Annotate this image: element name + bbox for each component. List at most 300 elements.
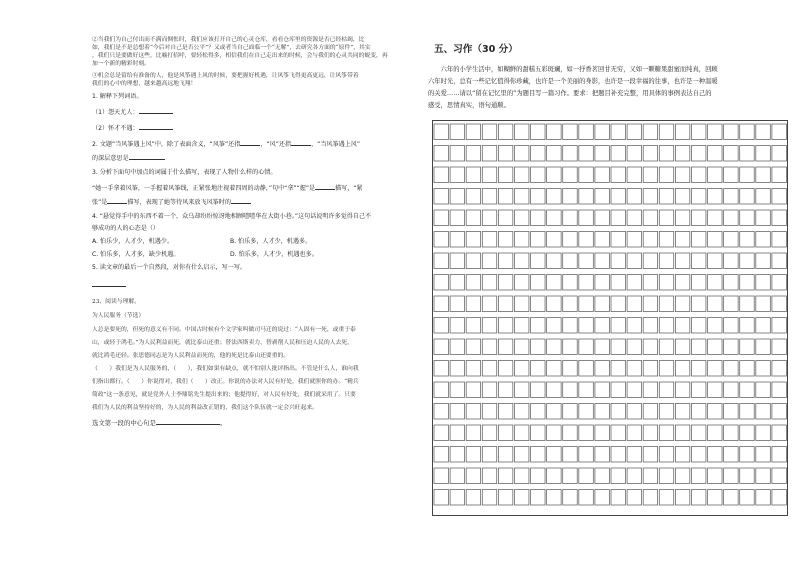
grid-cell <box>708 447 722 463</box>
grid-cell <box>643 425 657 441</box>
grid-cell <box>434 468 448 484</box>
grid-cell <box>691 382 705 398</box>
grid-cell <box>434 382 448 398</box>
grid-cell <box>466 275 480 291</box>
grid-cell <box>514 404 528 420</box>
grid-cell <box>450 361 464 377</box>
grid-cell <box>659 447 673 463</box>
writing-grid[interactable] <box>432 120 788 516</box>
grid-cell <box>531 318 545 334</box>
grid-cell <box>531 275 545 291</box>
grid-cell <box>595 382 609 398</box>
grid-cell <box>482 318 496 334</box>
grid-cell <box>498 361 512 377</box>
grid-cell <box>643 296 657 312</box>
grid-cell <box>659 189 673 205</box>
grid-cell <box>675 382 689 398</box>
grid-cell <box>659 253 673 269</box>
grid-cell <box>563 318 577 334</box>
grid-cell <box>691 404 705 420</box>
grid-cell <box>740 232 754 248</box>
grid-cell <box>691 425 705 441</box>
grid-cell <box>691 167 705 183</box>
grid-cell <box>547 189 561 205</box>
grid-cell <box>772 232 786 248</box>
grid-cell <box>708 404 722 420</box>
grid-cell <box>756 232 770 248</box>
grid-cell <box>756 275 770 291</box>
grid-cell <box>595 124 609 140</box>
grid-cell <box>772 382 786 398</box>
grid-cell <box>708 167 722 183</box>
grid-cell <box>708 210 722 226</box>
answer-blank <box>139 107 173 114</box>
grid-cell <box>434 425 448 441</box>
grid-cell <box>434 146 448 162</box>
grid-cell <box>595 296 609 312</box>
grid-cell <box>434 167 448 183</box>
grid-cell <box>691 296 705 312</box>
grid-cell <box>466 382 480 398</box>
grid-cell <box>482 167 496 183</box>
grid-cell <box>498 296 512 312</box>
grid-cell <box>611 275 625 291</box>
grid-cell <box>772 404 786 420</box>
grid-cell <box>466 339 480 355</box>
grid-cell <box>708 124 722 140</box>
grid-cell <box>772 189 786 205</box>
grid-cell <box>772 490 786 506</box>
grid-cell <box>498 167 512 183</box>
grid-cell <box>627 253 641 269</box>
grid-cell <box>627 425 641 441</box>
grid-cell <box>627 210 641 226</box>
grid-cell <box>498 339 512 355</box>
grid-cell <box>482 189 496 205</box>
grid-cell <box>643 232 657 248</box>
grid-cell <box>740 425 754 441</box>
grid-cell <box>498 146 512 162</box>
grid-cell <box>724 275 738 291</box>
grid-cell <box>482 232 496 248</box>
grid-cell <box>659 146 673 162</box>
grid-cell <box>547 124 561 140</box>
grid-cell <box>482 296 496 312</box>
grid-cell <box>691 232 705 248</box>
grid-cell <box>595 361 609 377</box>
grid-cell <box>659 468 673 484</box>
passage-line: （ ）我们是为人民服务的，（ ），我们如果有缺点，就不怕别人批评指出。不管是什么人，谁向我 <box>92 366 359 372</box>
grid-cell <box>482 425 496 441</box>
grid-cell <box>659 318 673 334</box>
grid-cell <box>740 490 754 506</box>
grid-cell <box>466 124 480 140</box>
grid-cell <box>643 146 657 162</box>
grid-cell <box>498 490 512 506</box>
grid-cell <box>563 468 577 484</box>
grid-cell <box>514 146 528 162</box>
grid-cell <box>547 490 561 506</box>
para-line: 如，我们是不是总想着“今后对自己是否公平”？又或者当自己面临一个“无解”，去研究各方面的“原件”，其实 <box>92 45 371 51</box>
grid-cell <box>708 189 722 205</box>
grid-cell <box>595 447 609 463</box>
grid-cell <box>627 468 641 484</box>
grid-cell <box>627 189 641 205</box>
grid-cell <box>498 425 512 441</box>
grid-cell <box>643 468 657 484</box>
passage-title: 为人民服务（节选） <box>92 313 145 319</box>
grid-cell <box>643 318 657 334</box>
grid-cell <box>675 468 689 484</box>
grid-cell <box>482 361 496 377</box>
grid-cell <box>756 382 770 398</box>
answer-blank <box>315 183 335 190</box>
grid-cell <box>627 296 641 312</box>
grid-cell <box>772 361 786 377</box>
grid-cell <box>740 167 754 183</box>
grid-cell <box>547 210 561 226</box>
grid-cell <box>643 189 657 205</box>
grid-cell <box>531 468 545 484</box>
grid-cell <box>691 361 705 377</box>
grid-cell <box>547 146 561 162</box>
grid-cell <box>772 167 786 183</box>
grid-cell <box>595 318 609 334</box>
grid-cell <box>659 232 673 248</box>
grid-cell <box>691 275 705 291</box>
grid-cell <box>579 296 593 312</box>
grid-cell <box>434 447 448 463</box>
grid-cell <box>531 167 545 183</box>
grid-cell <box>756 146 770 162</box>
para-line: ③机会总是留给有准备的人，他是风筝遇上风的时候，要把握好机遇，让风筝飞得更高更远，让风筝带着 <box>92 73 359 79</box>
grid-cell <box>450 167 464 183</box>
grid-cell <box>450 468 464 484</box>
grid-cell <box>740 124 754 140</box>
grid-cell <box>691 124 705 140</box>
grid-cell <box>563 404 577 420</box>
grid-cell <box>482 124 496 140</box>
grid-cell <box>675 404 689 420</box>
grid-cell <box>659 404 673 420</box>
grid-cell <box>579 232 593 248</box>
grid-cell <box>563 253 577 269</box>
grid-cell <box>595 425 609 441</box>
para-line: ②当我们为自己付出而不满而惆怅时，我们应该打开自己的心灵仓库，看看仓库里的资源是否已经枯竭，比 <box>92 37 365 43</box>
grid-cell <box>547 167 561 183</box>
grid-cell <box>482 275 496 291</box>
grid-cell <box>611 404 625 420</box>
para-line: ，我们只是要做好这些，比喻打招呼，要轻松得多，相信我们在自己走出来的时候，会与我们的心灵共同的蜕变，再 <box>92 53 388 59</box>
grid-cell <box>482 468 496 484</box>
grid-cell <box>740 210 754 226</box>
grid-cell <box>563 275 577 291</box>
grid-cell <box>611 189 625 205</box>
answer-blank <box>240 139 260 146</box>
question-2: 2. 文题“当风筝遇上风”中，除了表面含义，“风筝”还指 ，“风”还指 ，“当风筝遇上风” <box>92 141 361 148</box>
prompt-line: 的关爱……请以“留在记忆里的”为题目写一篇习作。要求：把题目补充完整，用具体的事例表达自己的 <box>428 90 712 97</box>
writing-grid-cells <box>433 121 787 515</box>
grid-cell <box>498 232 512 248</box>
grid-cell <box>740 275 754 291</box>
grid-cell <box>643 382 657 398</box>
grid-cell <box>434 232 448 248</box>
grid-cell <box>724 124 738 140</box>
grid-cell <box>563 232 577 248</box>
grid-cell <box>740 361 754 377</box>
grid-cell <box>450 210 464 226</box>
passage-line: 人总是要死的，但死的意义有不同。中国古时候有个文学家叫做司马迁的说过：“人固有一死，或重于泰 <box>92 327 356 333</box>
grid-cell <box>756 447 770 463</box>
grid-cell <box>772 425 786 441</box>
grid-cell <box>772 318 786 334</box>
grid-cell <box>627 318 641 334</box>
grid-cell <box>708 318 722 334</box>
grid-cell <box>724 189 738 205</box>
grid-cell <box>691 318 705 334</box>
grid-cell <box>659 210 673 226</box>
option-c: C. 怕乐多，人才多，缺少机遇。 <box>92 251 180 258</box>
grid-cell <box>643 447 657 463</box>
answer-blank <box>107 197 127 204</box>
grid-cell <box>434 339 448 355</box>
last-question: 选文第一段的中心句是 。 <box>92 419 227 427</box>
grid-cell <box>675 339 689 355</box>
grid-cell <box>708 339 722 355</box>
grid-cell <box>627 339 641 355</box>
grid-cell <box>579 425 593 441</box>
grid-cell <box>466 490 480 506</box>
grid-cell <box>611 490 625 506</box>
grid-cell <box>514 382 528 398</box>
grid-cell <box>450 189 464 205</box>
grid-cell <box>482 382 496 398</box>
grid-cell <box>579 189 593 205</box>
answer-blank <box>291 139 311 146</box>
grid-cell <box>756 210 770 226</box>
answer-blank <box>139 123 173 130</box>
grid-cell <box>498 253 512 269</box>
grid-cell <box>563 189 577 205</box>
grid-cell <box>466 167 480 183</box>
grid-cell <box>434 361 448 377</box>
grid-cell <box>595 490 609 506</box>
grid-cell <box>675 146 689 162</box>
grid-cell <box>579 490 593 506</box>
grid-cell <box>595 275 609 291</box>
grid-cell <box>563 296 577 312</box>
prompt-line: 六年的小学生活中，如糊鲜的甜糕五彩斑斓，如一抒香茗回甘无穷，又如一颗糖果甜蜜而纯真，回顾 <box>428 66 718 73</box>
grid-cell <box>579 361 593 377</box>
grid-cell <box>627 232 641 248</box>
grid-cell <box>434 404 448 420</box>
grid-cell <box>498 189 512 205</box>
grid-cell <box>563 167 577 183</box>
grid-cell <box>434 210 448 226</box>
grid-cell <box>434 490 448 506</box>
question-3-line2: “她一手拿着风筝，一手握着风筝线，正紧张地注视着四周的动静，”句中“拿”“握”是 描写，“紧 <box>92 185 363 192</box>
grid-cell <box>724 210 738 226</box>
grid-cell <box>756 253 770 269</box>
grid-cell <box>595 253 609 269</box>
grid-cell <box>724 382 738 398</box>
grid-cell <box>611 124 625 140</box>
answer-blank <box>231 197 251 204</box>
grid-cell <box>579 275 593 291</box>
grid-cell <box>756 189 770 205</box>
grid-cell <box>659 339 673 355</box>
grid-cell <box>675 189 689 205</box>
grid-cell <box>756 296 770 312</box>
grid-cell <box>466 296 480 312</box>
grid-cell <box>531 232 545 248</box>
grid-cell <box>708 146 722 162</box>
grid-cell <box>482 490 496 506</box>
grid-cell <box>643 490 657 506</box>
grid-cell <box>579 339 593 355</box>
grid-cell <box>579 404 593 420</box>
grid-cell <box>675 124 689 140</box>
grid-cell <box>691 253 705 269</box>
grid-cell <box>691 189 705 205</box>
grid-cell <box>611 468 625 484</box>
grid-cell <box>627 404 641 420</box>
grid-cell <box>531 447 545 463</box>
grid-cell <box>466 232 480 248</box>
grid-cell <box>675 318 689 334</box>
grid-cell <box>434 124 448 140</box>
grid-cell <box>466 361 480 377</box>
grid-cell <box>547 404 561 420</box>
grid-cell <box>675 447 689 463</box>
grid-cell <box>724 490 738 506</box>
grid-cell <box>772 210 786 226</box>
grid-cell <box>450 425 464 441</box>
grid-cell <box>691 490 705 506</box>
grid-cell <box>482 447 496 463</box>
grid-cell <box>563 490 577 506</box>
option-d: D. 怕乐多，人才少，机遇也多。 <box>230 251 318 258</box>
grid-cell <box>611 361 625 377</box>
grid-cell <box>691 210 705 226</box>
grid-cell <box>514 253 528 269</box>
grid-cell <box>498 124 512 140</box>
grid-cell <box>579 167 593 183</box>
grid-cell <box>547 382 561 398</box>
grid-cell <box>563 447 577 463</box>
grid-cell <box>772 253 786 269</box>
option-b: B. 怕乐多，人才少，机遇多。 <box>230 238 312 245</box>
grid-cell <box>514 167 528 183</box>
grid-cell <box>675 210 689 226</box>
grid-cell <box>595 468 609 484</box>
grid-cell <box>450 124 464 140</box>
grid-cell <box>466 210 480 226</box>
grid-cell <box>740 382 754 398</box>
grid-cell <box>675 361 689 377</box>
grid-cell <box>708 490 722 506</box>
question-1b: （2）怀才不遇： <box>92 123 418 133</box>
grid-cell <box>547 253 561 269</box>
grid-cell <box>531 296 545 312</box>
grid-cell <box>531 210 545 226</box>
grid-cell <box>563 382 577 398</box>
grid-cell <box>531 253 545 269</box>
grid-cell <box>724 253 738 269</box>
options-row <box>92 251 418 259</box>
grid-cell <box>643 167 657 183</box>
grid-cell <box>434 318 448 334</box>
grid-cell <box>659 167 673 183</box>
grid-cell <box>595 146 609 162</box>
grid-cell <box>659 275 673 291</box>
grid-cell <box>434 275 448 291</box>
grid-cell <box>724 296 738 312</box>
grid-cell <box>611 447 625 463</box>
grid-cell <box>579 468 593 484</box>
grid-cell <box>756 339 770 355</box>
grid-cell <box>466 318 480 334</box>
grid-cell <box>627 361 641 377</box>
grid-cell <box>547 447 561 463</box>
section-title: 五、习作（30 分） <box>434 44 518 55</box>
grid-cell <box>708 275 722 291</box>
grid-cell <box>659 490 673 506</box>
grid-cell <box>482 210 496 226</box>
grid-cell <box>595 339 609 355</box>
grid-cell <box>772 339 786 355</box>
grid-cell <box>611 425 625 441</box>
grid-cell <box>708 253 722 269</box>
grid-cell <box>450 490 464 506</box>
grid-cell <box>531 404 545 420</box>
grid-cell <box>547 425 561 441</box>
grid-cell <box>627 124 641 140</box>
question-2-line2: 的深层意思是 <box>92 153 418 163</box>
grid-cell <box>466 189 480 205</box>
grid-cell <box>466 468 480 484</box>
grid-cell <box>627 275 641 291</box>
grid-cell <box>643 361 657 377</box>
grid-cell <box>627 146 641 162</box>
grid-cell <box>724 318 738 334</box>
grid-cell <box>643 253 657 269</box>
grid-cell <box>434 296 448 312</box>
grid-cell <box>740 296 754 312</box>
grid-cell <box>675 167 689 183</box>
grid-cell <box>675 490 689 506</box>
grid-cell <box>514 425 528 441</box>
grid-cell <box>627 382 641 398</box>
grid-cell <box>708 382 722 398</box>
question-5: 5. 读文章的最后一个自然段，对你有什么启示，写一写。 <box>92 264 247 271</box>
grid-cell <box>482 253 496 269</box>
grid-cell <box>498 318 512 334</box>
question-1a: （1）怨天尤人： <box>92 107 418 117</box>
question-3-line3: 张”是 描写，表现了她等待风来放飞风筝时的 <box>92 197 418 207</box>
grid-cell <box>772 468 786 484</box>
grid-cell <box>675 296 689 312</box>
grid-cell <box>756 318 770 334</box>
grid-cell <box>466 447 480 463</box>
grid-cell <box>531 339 545 355</box>
grid-cell <box>563 339 577 355</box>
grid-cell <box>450 382 464 398</box>
grid-cell <box>756 124 770 140</box>
grid-cell <box>579 210 593 226</box>
grid-cell <box>514 490 528 506</box>
grid-cell <box>482 404 496 420</box>
